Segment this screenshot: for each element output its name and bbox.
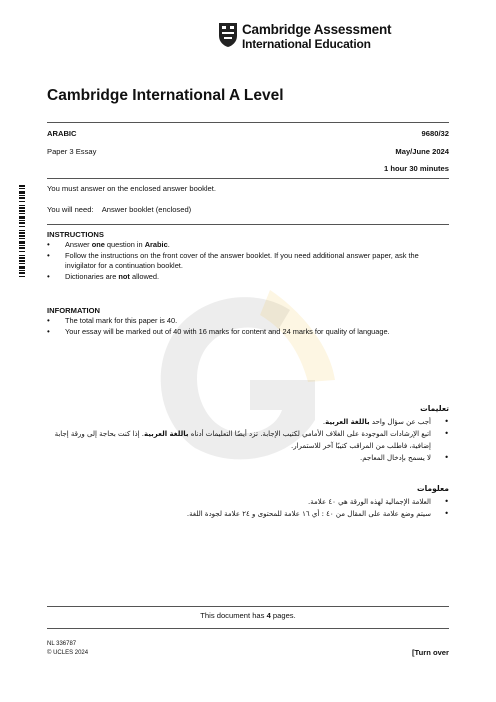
barcode [19,185,25,280]
divider [47,178,449,179]
list-item: • العلامة الإجمالية لهذه الورقة هي ٤٠ علامة. [47,496,449,508]
logo-line-2: International Education [242,37,371,51]
syllabus-code: 9680/32 [421,129,449,138]
turn-over: [Turn over [412,648,449,657]
divider [47,606,449,607]
instructions-list [47,240,447,282]
list-item: • لا يسمح بإدخال المعاجم. [47,452,449,464]
arabic-information-heading: معلومات [416,484,449,493]
divider [47,122,449,123]
exam-session: May/June 2024 [395,147,449,156]
information-list [47,316,447,337]
list-item: • سيتم وضع علامة على المقال من ٤٠ : أي ١٦ علامة للمحتوى و ٢٤ علامة لجودة اللغة. [47,508,449,520]
list-item: • Answer one question in Arabic. [47,240,447,251]
answer-note: You must answer on the enclosed answer booklet. [47,184,216,193]
cambridge-logo [218,22,392,52]
materials-needed [47,205,191,214]
need-label: You will need: [47,205,94,214]
document-title: Cambridge International A Level [47,87,284,104]
document-ref: NL 336787 [47,641,77,647]
list-item: • Dictionaries are not allowed. [47,272,447,283]
list-item: • أجب عن سؤال واحد باللغة العربية. [47,416,449,428]
arabic-instructions-list [47,416,449,464]
page-count-note: This document has 4 pages. [200,611,296,620]
shield-icon [218,22,238,48]
exam-duration: 1 hour 30 minutes [384,164,449,173]
subject: ARABIC [47,129,77,138]
list-item: • The total mark for this paper is 40. [47,316,447,327]
copyright: © UCLES 2024 [47,650,89,656]
logo-line-1: Cambridge Assessment [242,22,392,37]
divider [47,224,449,225]
paper-name: Paper 3 Essay [47,147,97,156]
list-item: • اتبع الإرشادات الموجودة على الغلاف الأمامي لكتيب الإجابة. تزد أيضًا التعليمات أدناه باللغة العربية. إذا كنت بحاجة إلى ورقة إجابة إضافية، فاطلب من المراقب كتيبًا آخر للاستمرار. [47,428,449,452]
instructions-heading: INSTRUCTIONS [47,230,104,239]
list-item: • Follow the instructions on the front cover of the answer booklet. If you need additional answer paper, ask the invigilator for a continuation booklet. [47,251,447,272]
information-heading: INFORMATION [47,306,101,315]
list-item: • Your essay will be marked out of 40 with 16 marks for content and 24 marks for quality of language. [47,327,447,338]
need-value: Answer booklet (enclosed) [101,205,192,214]
arabic-instructions-heading: تعليمات [420,404,449,413]
arabic-information-list [47,496,449,520]
divider [47,628,449,629]
